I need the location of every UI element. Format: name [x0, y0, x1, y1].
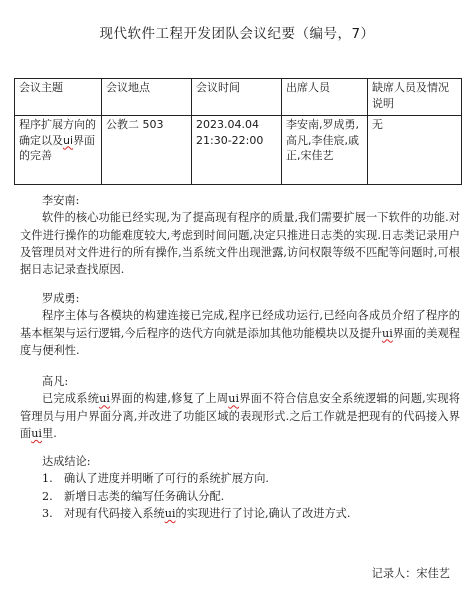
speech-text-part: 里. — [42, 426, 57, 440]
list-number: 1. — [42, 472, 53, 486]
cell-absentees: 无 — [368, 116, 462, 185]
speech-ui-term: ui — [99, 392, 110, 406]
meeting-info-table — [14, 78, 462, 185]
topic-text-b: 界面的完善 — [19, 133, 96, 162]
list-text: 确认了进度并明晰了可行的系统扩展方向. — [64, 472, 269, 486]
meeting-date: 2023.04.04 — [196, 118, 259, 131]
header-time: 会议时间 — [192, 79, 282, 116]
speaker-name: 高凡: — [42, 375, 69, 388]
speech-text-part: 界面的美观程度与便利性. — [20, 326, 460, 357]
header-topic: 会议主题 — [15, 79, 102, 116]
speech-text — [20, 390, 460, 442]
cell-attendees: 李安南,罗成勇,高凡,李佳宸,戚正,宋佳艺 — [282, 116, 368, 185]
topic-ui: ui — [63, 133, 74, 147]
list-text-part: 的实现进行了讨论,确认了改进方式. — [175, 506, 351, 520]
header-absentees: 缺席人员及情况说明 — [368, 79, 462, 116]
list-item — [42, 505, 460, 522]
list-number: 3. — [42, 506, 53, 520]
speech-ui-term: ui — [381, 326, 393, 340]
speaker-name: 罗成勇: — [42, 292, 80, 305]
conclusion-list — [20, 470, 460, 522]
list-text-part: 对现有代码接入系统 — [64, 506, 165, 520]
speech-ui-term: ui — [31, 426, 42, 440]
cell-topic — [15, 116, 102, 185]
document-title: 现代软件工程开发团队会议纪要（编号，7） — [99, 26, 375, 42]
table-row — [15, 116, 462, 185]
speech-text-part: 已完成系统 — [42, 392, 100, 406]
table-header-row — [15, 79, 462, 116]
list-ui-term: ui — [164, 506, 176, 520]
header-location: 会议地点 — [102, 79, 192, 116]
speech-text: 软件的核心功能已经实现,为了提高现有程序的质量,我们需要扩展一下软件的功能.对文件进行操作的功能难度较大,考虑到时间问题,决定只推进日志类的实现.日志类记录用户及管理员对文件进行的所有操作,当系统文件出现泄露,访问权限等级不匹配等问题时,可根据日志记录查找原因. — [20, 211, 460, 277]
cell-time — [192, 116, 282, 185]
recorder-signature: 记录人：宋佳艺 — [371, 567, 450, 580]
header-attendees: 出席人员 — [282, 79, 368, 116]
list-item — [42, 470, 460, 487]
list-number: 2. — [42, 489, 53, 503]
conclusion-section — [20, 453, 460, 522]
speech-ui-term: ui — [228, 392, 240, 406]
topic-text-a: 程序扩展方向的确定以及 — [19, 118, 96, 147]
cell-location: 公教二 503 — [102, 116, 192, 185]
speech-text-part: 程序主体与各模块的构建连接已完成,程序已经成功运行,已经向各成员介绍了程序的基本框架与运行逻辑,今后程序的迭代方向就是添加其他功能模块以及提升 — [20, 309, 460, 340]
speech-text-part: 界面的构建,修复了上周 — [109, 392, 229, 406]
speech-luo-chengyong — [20, 290, 460, 359]
speech-gao-fan — [20, 373, 460, 442]
list-text: 新增日志类的编写任务确认分配. — [64, 489, 225, 503]
speech-text — [20, 307, 460, 359]
conclusion-title: 达成结论: — [42, 455, 91, 468]
meeting-time: 21:30-22:00 — [196, 133, 264, 147]
speech-text-part: 界面不符合信息安全系统逻辑的问题,实现将管理员与用户界面分离,并改进了功能区域的表现形式.之后工作就是把现有的代码接入界面 — [20, 392, 460, 440]
speech-li-annan — [20, 192, 460, 278]
list-text — [64, 505, 350, 522]
list-item — [42, 488, 460, 505]
speaker-name: 李安南: — [42, 194, 80, 207]
